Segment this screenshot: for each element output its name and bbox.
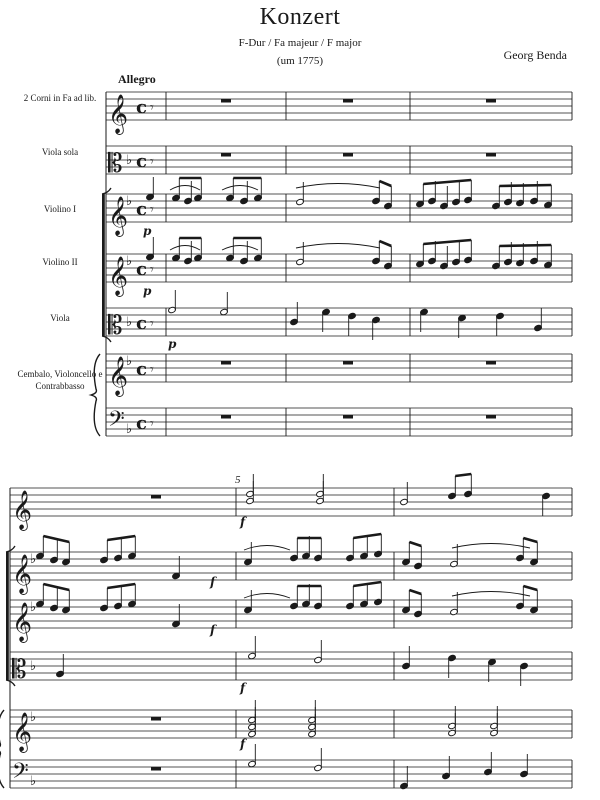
- flat-icon: ♭: [126, 315, 133, 330]
- eighth-rest-icon: 𝄾: [150, 362, 154, 378]
- eighth-rest-icon: 𝄾: [150, 316, 154, 332]
- whole-rest-icon: [343, 415, 353, 419]
- tempo-marking: Allegro: [118, 72, 156, 86]
- bass-clef-icon: 𝄢: [108, 407, 125, 437]
- treble-clef-icon: 𝄞: [12, 490, 33, 530]
- beam: [499, 185, 551, 186]
- eighth-rest-icon: 𝄾: [150, 416, 154, 432]
- beam: [379, 241, 391, 246]
- whole-rest-icon: [486, 415, 496, 419]
- flat-icon: ♭: [30, 552, 37, 567]
- whole-rest-icon: [221, 361, 231, 365]
- staff: [106, 354, 572, 382]
- alto-clef-icon: 𝄡: [108, 311, 123, 341]
- dynamic-forte: f: [240, 515, 246, 529]
- dynamic-forte: f: [210, 623, 216, 637]
- beam: [423, 240, 471, 244]
- alto-clef-icon: 𝄡: [12, 655, 27, 685]
- flat-icon: ♭: [126, 153, 133, 168]
- staff: [10, 710, 572, 738]
- composition-date: (um 1775): [276, 55, 324, 67]
- whole-rest-icon: [343, 153, 353, 157]
- slur: [296, 184, 380, 189]
- whole-rest-icon: [221, 99, 231, 103]
- common-time-icon: c: [136, 413, 147, 434]
- instrument-label-horns: 2 Corni in Fa ad lib.: [23, 93, 97, 103]
- staff: [10, 488, 572, 516]
- beam: [379, 181, 391, 186]
- dynamic-piano: p: [143, 284, 152, 298]
- common-time-icon: c: [136, 313, 147, 334]
- common-time-icon: c: [136, 359, 147, 380]
- whole-rest-icon: [151, 767, 161, 771]
- bass-clef-icon: 𝄢: [12, 759, 29, 789]
- treble-clef-icon: 𝄞: [108, 356, 129, 396]
- slur: [222, 186, 258, 191]
- brace-icon: [0, 710, 4, 788]
- beam: [455, 474, 471, 476]
- staff: [10, 652, 572, 680]
- whole-rest-icon: [151, 717, 161, 721]
- beam: [409, 542, 421, 546]
- dynamic-piano: p: [168, 337, 177, 351]
- flat-icon: ♭: [30, 774, 37, 789]
- bracket: [102, 194, 105, 336]
- composer-name: Georg Benda: [503, 48, 567, 62]
- instrument-label-violin-1: Violino I: [43, 204, 77, 214]
- common-time-icon: c: [136, 151, 147, 172]
- dynamic-forte: f: [240, 681, 246, 695]
- slur: [452, 544, 530, 549]
- flat-icon: ♭: [126, 354, 133, 369]
- brace-icon: [91, 354, 100, 436]
- instrument-label-viola: Viola: [50, 313, 70, 323]
- dynamic-piano: p: [143, 224, 152, 238]
- beam: [409, 590, 421, 594]
- whole-rest-icon: [151, 495, 161, 499]
- treble-clef-icon: 𝄞: [12, 554, 33, 594]
- eighth-rest-icon: 𝄾: [150, 154, 154, 170]
- whole-rest-icon: [486, 153, 496, 157]
- alto-clef-icon: 𝄡: [108, 149, 123, 179]
- eighth-rest-icon: 𝄾: [150, 202, 154, 218]
- dynamic-forte: f: [210, 575, 216, 589]
- whole-rest-icon: [221, 415, 231, 419]
- treble-clef-icon: 𝄞: [12, 712, 33, 752]
- slur: [170, 186, 200, 191]
- instrument-label-continuo: Cembalo, Violoncello e Contrabbasso: [17, 369, 103, 391]
- eighth-rest-icon: 𝄾: [150, 262, 154, 278]
- beam: [423, 180, 471, 184]
- staff: [106, 92, 572, 120]
- common-time-icon: c: [136, 199, 147, 220]
- flat-icon: ♭: [126, 422, 133, 437]
- dynamic-forte: f: [240, 737, 246, 751]
- whole-rest-icon: [486, 361, 496, 365]
- beam: [43, 536, 69, 542]
- flat-icon: ♭: [30, 600, 37, 615]
- flat-icon: ♭: [126, 194, 133, 209]
- beam: [43, 584, 69, 590]
- common-time-icon: c: [136, 259, 147, 280]
- slur: [296, 244, 380, 249]
- staff: [106, 146, 572, 174]
- slur: [222, 246, 258, 251]
- treble-clef-icon: 𝄞: [108, 256, 129, 296]
- piece-title: Konzert: [259, 4, 341, 30]
- beam: [523, 586, 537, 590]
- whole-rest-icon: [221, 153, 231, 157]
- beam: [499, 245, 551, 246]
- treble-clef-icon: 𝄞: [108, 196, 129, 236]
- measure-number: 5: [235, 474, 241, 486]
- slur: [452, 592, 530, 597]
- whole-rest-icon: [343, 99, 353, 103]
- flat-icon: ♭: [126, 254, 133, 269]
- key-subtitle: F-Dur / Fa majeur / F major: [238, 37, 362, 49]
- whole-rest-icon: [486, 99, 496, 103]
- eighth-rest-icon: 𝄾: [150, 100, 154, 116]
- bracket: [6, 552, 9, 680]
- instrument-label-violin-2: Violino II: [42, 257, 78, 267]
- staff: [106, 408, 572, 436]
- instrument-label-viola-sola: Viola sola: [41, 147, 79, 157]
- flat-icon: ♭: [30, 659, 37, 674]
- slur: [170, 246, 200, 251]
- common-time-icon: c: [136, 97, 147, 118]
- treble-clef-icon: 𝄞: [12, 602, 33, 642]
- beam: [523, 538, 537, 542]
- whole-rest-icon: [343, 361, 353, 365]
- staff: [106, 308, 572, 336]
- flat-icon: ♭: [30, 710, 37, 725]
- treble-clef-icon: 𝄞: [108, 94, 129, 134]
